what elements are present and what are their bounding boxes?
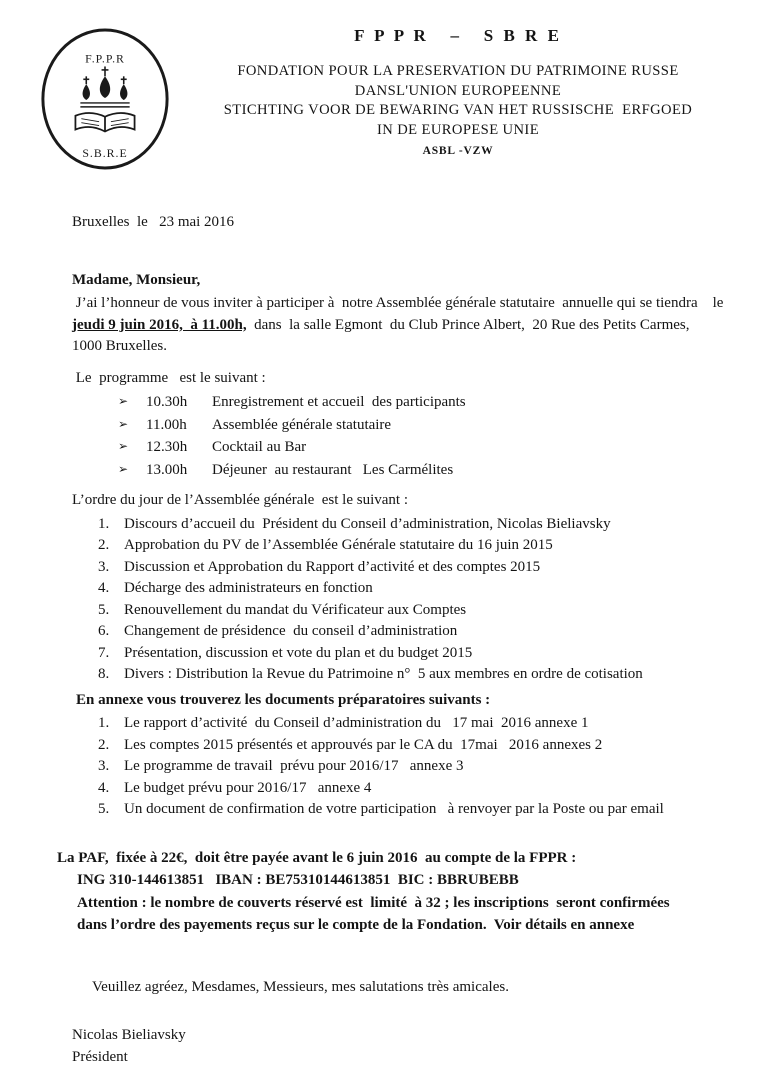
- signature-name: Nicolas Bieliavsky: [72, 1027, 186, 1043]
- program-time: 12.30h: [146, 439, 188, 455]
- org-name-fr-line1: FONDATION POUR LA PRESERVATION DU PATRIMOINE RUSSE: [237, 63, 679, 79]
- org-title: F P P R – S B R E: [354, 26, 562, 45]
- program-time: 13.00h: [146, 461, 188, 478]
- event-date-highlight: jeudi 9 juin 2016, à 11.00h,: [72, 316, 247, 333]
- agenda-heading: L’ordre du jour de l’Assemblée générale est le suivant :: [72, 492, 409, 508]
- program-time: 11.00h: [146, 416, 187, 433]
- annex-item: Un document de confirmation de votre participation à renvoyer par la Poste ou par email: [124, 801, 664, 817]
- agenda-list: [96, 514, 726, 686]
- org-name-nl-line1: STICHTING VOOR DE BEWARING VAN HET RUSSISCHE ERFGOED: [223, 102, 693, 118]
- annex-item: Le programme de travail prévu pour 2016/17 annexe 3: [124, 758, 464, 774]
- agenda-item: Discours d’accueil du Président du Conseil d’administration, Nicolas Bieliavsky: [124, 515, 611, 532]
- program-label: Cocktail au Bar: [212, 439, 307, 455]
- program-item: [118, 436, 726, 459]
- signature-title: Président: [72, 1049, 128, 1065]
- legal-form: ASBL -VZW: [422, 145, 494, 157]
- invitation-text-end: dans la salle Egmont du Club Prince Albert, 20 Rue des Petits Carmes, 1000 Bruxelles.: [72, 316, 697, 354]
- fppr-logo: [36, 24, 174, 174]
- signature-block: [72, 1024, 726, 1068]
- agenda-item: Décharge des administrateurs en fonction: [124, 580, 373, 596]
- open-book-icon: [75, 113, 134, 132]
- payment-info: [57, 847, 773, 937]
- logo-top-label: F.P.P.R: [85, 51, 125, 66]
- agenda-item: Renouvellement du mandat du Vérificateur aux Comptes: [124, 601, 467, 618]
- annex-list: [96, 713, 726, 821]
- logo-bottom-label: S.B.R.E: [82, 146, 128, 161]
- program-label: Assemblée générale statutaire: [212, 416, 392, 433]
- org-name-nl-line2: IN DE EUROPESE UNIE: [376, 121, 540, 138]
- arrow-bullet-icon: ➢: [118, 394, 129, 408]
- date-line: Bruxelles le 23 mai 2016: [72, 214, 235, 230]
- salutation: Madame, Monsieur,: [72, 271, 201, 288]
- bank-account-line: ING 310-144613851 IBAN : BE75310144613851 BIC : BBRUBEBB: [77, 872, 519, 888]
- annex-item: Le budget prévu pour 2016/17 annexe 4: [124, 779, 372, 796]
- program-label: Déjeuner au restaurant Les Carmélites: [212, 461, 454, 478]
- agenda-item: Changement de présidence du conseil d’administration: [124, 623, 458, 639]
- arrow-bullet-icon: ➢: [118, 416, 129, 431]
- agenda-item: Discussion et Approbation du Rapport d’activité et des comptes 2015: [124, 558, 541, 575]
- annex-item: Le rapport d’activité du Conseil d’administration du 17 mai 2016 annexe 1: [124, 715, 589, 731]
- payment-warning-line2: dans l’ordre des payements reçus sur le compte de la Fondation. Voir détails en annexe: [77, 917, 635, 933]
- fppr-logo-icon: [36, 24, 174, 174]
- agenda-item: Divers : Distribution la Revue du Patrimoine n° 5 aux membres en ordre de cotisation: [124, 666, 643, 682]
- arrow-bullet-icon: ➢: [118, 461, 129, 476]
- letter-body: [0, 212, 782, 1068]
- agenda-item: Présentation, discussion et vote du plan et du budget 2015: [124, 644, 473, 661]
- payment-warning-line1: Attention : le nombre de couverts réservé est limité à 32 ; les inscriptions seront confirmées: [77, 894, 670, 911]
- building-lines: [80, 103, 129, 107]
- invitation-text-start: J’ai l’honneur de vous inviter à participer à notre Assemblée générale statutaire annuelle qui se tiendra le: [72, 295, 735, 311]
- annex-item: Les comptes 2015 présentés et approuvés par le CA du 17mai 2016 annexes 2: [124, 736, 603, 753]
- letterhead: [0, 0, 782, 182]
- program-time: 10.30h: [146, 394, 188, 410]
- arrow-bullet-icon: ➢: [118, 439, 129, 453]
- closing-line: Veuillez agréez, Mesdames, Messieurs, mes salutations très amicales.: [92, 978, 509, 995]
- program-label: Enregistrement et accueil des participants: [212, 394, 466, 410]
- org-name-fr-line2: DANSL'UNION EUROPEENNE: [354, 82, 562, 99]
- onion-domes-icon: [83, 76, 128, 100]
- program-list: [118, 391, 726, 481]
- payment-amount-line: La PAF, fixée à 22€, doit être payée avant le 6 juin 2016 au compte de la FPPR :: [57, 849, 577, 866]
- program-item: [118, 391, 726, 414]
- annex-heading: En annexe vous trouverez les documents préparatoires suivants :: [76, 691, 491, 708]
- program-item: [118, 414, 726, 437]
- program-item: [118, 459, 726, 482]
- program-heading: Le programme est le suivant :: [72, 369, 266, 386]
- letterhead-text: [180, 0, 736, 157]
- agenda-item: Approbation du PV de l’Assemblée Générale statutaire du 16 juin 2015: [124, 537, 553, 553]
- invitation-paragraph: [72, 293, 735, 358]
